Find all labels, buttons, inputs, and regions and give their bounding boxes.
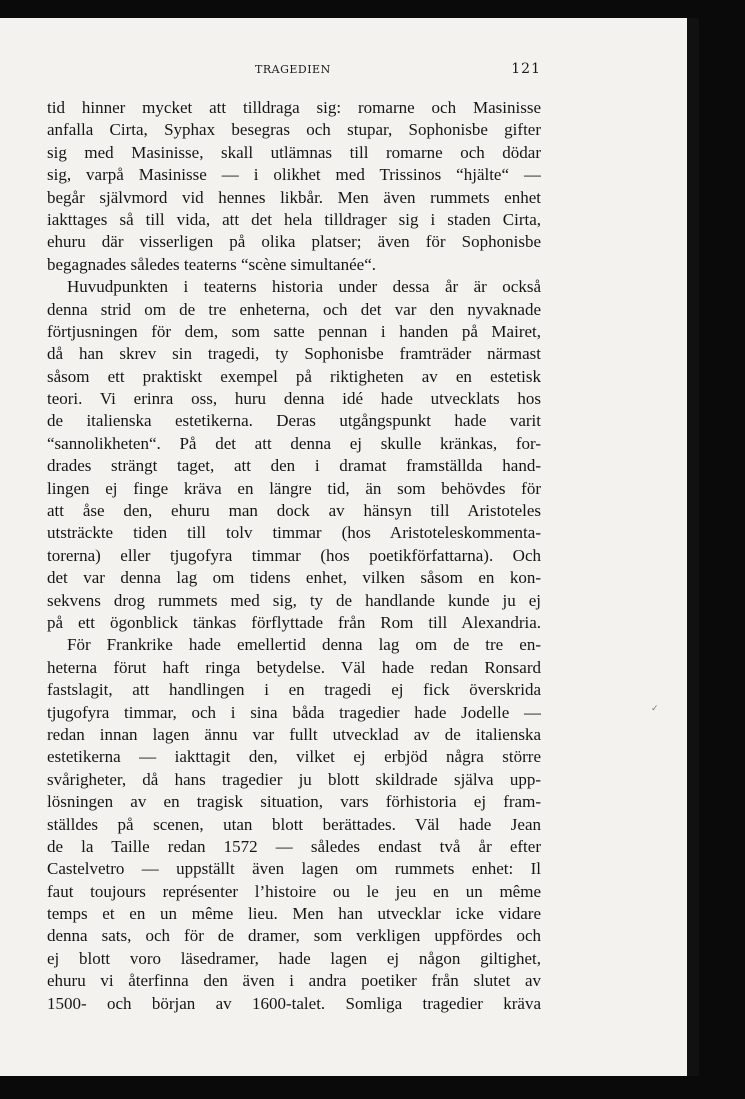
text-line: begår självmord vid hennes likbår. Men även rummets enhet	[47, 187, 541, 207]
text-line: tid hinner mycket att tilldraga sig: romarne och Masinisse	[47, 98, 541, 117]
text-line: ehuru där visserligen på olika platser; även för Sophonisbe	[47, 232, 541, 252]
text-line: begagnades således teaterns “scène simultanée“.	[47, 254, 376, 274]
text-line: drades strängt taget, att den i dramat framställda hand-	[47, 456, 541, 476]
page-header	[47, 61, 541, 81]
text-line: iakttages så till vida, att det hela tilldrager sig i staden Cirta,	[47, 209, 541, 229]
text-line: Castelvetro — uppställt även lagen om rummets enhet: Il	[47, 859, 541, 879]
text-line: Huvudpunkten i teaterns historia under dessa år är också	[67, 277, 541, 297]
text-line: ställdes på scenen, utan blott berättades. Väl hade Jean	[47, 814, 541, 834]
body-text	[47, 97, 541, 1015]
text-line: sig, varpå Masinisse — i olikhet med Trissinos “hjälte“ —	[47, 165, 541, 185]
text-line: lingen ej finge kräva en längre tid, än som behövdes för	[47, 478, 541, 498]
text-line: 1500- och början av 1600-talet. Somliga tragedier kräva	[47, 993, 541, 1013]
text-line: heterna förut haft ringa betydelse. Väl hade redan Ronsard	[47, 657, 541, 677]
text-line: de italienska estetikerna. Deras utgångspunkt hade varit	[47, 411, 541, 431]
text-line: förtjusningen för dem, som satte pennan i handen på Mairet,	[47, 321, 541, 341]
text-line: sekvens drog rummets med sig, ty de handlande kunde ju ej	[47, 590, 541, 610]
text-line: torerna) eller tjugofyra timmar (hos poetikförfattarna). Och	[47, 545, 541, 565]
text-line: denna sats, och för de dramer, som verkligen uppfördes och	[47, 926, 541, 946]
text-line: tjugofyra timmar, och i sina båda tragedier hade Jodelle —	[47, 702, 541, 722]
text-line: utsträckte tiden till tolv timmar (hos Aristoteleskommenta-	[47, 523, 541, 543]
text-line: lösningen av en tragisk situation, vars förhistoria ej fram-	[47, 792, 541, 812]
text-line: temps et en un même lieu. Men han utvecklar icke vidare	[47, 904, 541, 924]
margin-mark: ✓	[651, 704, 659, 714]
text-line: fastslagit, att handlingen i en tragedi ej fick överskrida	[47, 680, 541, 700]
text-line: För Frankrike hade emellertid denna lag om de tre en-	[67, 635, 541, 655]
text-line: sig med Masinisse, skall utlämnas till romarne och dödar	[47, 142, 541, 162]
page-number: 121	[511, 61, 541, 77]
text-line: faut toujours représenter l’histoire ou le jeu en un même	[47, 881, 541, 901]
page-edge	[687, 18, 699, 1076]
text-line: anfalla Cirta, Syphax besegras och stupar, Sophonisbe gifter	[47, 120, 541, 140]
text-line: att åse den, ehuru man dock av hänsyn till Aristoteles	[47, 501, 541, 521]
text-line: då han skrev sin tragedi, ty Sophonisbe framträder närmast	[47, 344, 541, 364]
text-line: de la Taille redan 1572 — således endast två år efter	[47, 836, 541, 856]
text-line: teori. Vi erinra oss, huru denna idé hade utvecklats hos	[47, 389, 541, 409]
text-line: på ett ögonblick tänkas förflyttade från Rom till Alexandria.	[47, 612, 541, 632]
text-line: ehuru vi återfinna den även i andra poetiker från slutet av	[47, 971, 541, 991]
running-title: TRAGEDIEN	[255, 63, 331, 76]
text-line: estetikerna — iakttagit den, vilket ej erbjöd några större	[47, 747, 541, 767]
text-line: denna strid om de tre enheterna, och det var den nyvaknade	[47, 299, 541, 319]
text-line: svårigheter, då hans tragedier ju blott skildrade själva upp-	[47, 769, 541, 789]
text-line: “sannolikheten“. På det att denna ej skulle kränkas, for-	[47, 433, 541, 453]
text-line: ej blott voro läsedramer, hade lagen ej någon giltighet,	[47, 948, 541, 968]
text-line: redan innan lagen ännu var fullt utvecklad av de italienska	[47, 724, 541, 744]
text-line: såsom ett praktiskt exempel på riktigheten av en estetisk	[47, 366, 541, 386]
text-line: det var denna lag om tidens enhet, vilken såsom en kon-	[47, 568, 541, 588]
